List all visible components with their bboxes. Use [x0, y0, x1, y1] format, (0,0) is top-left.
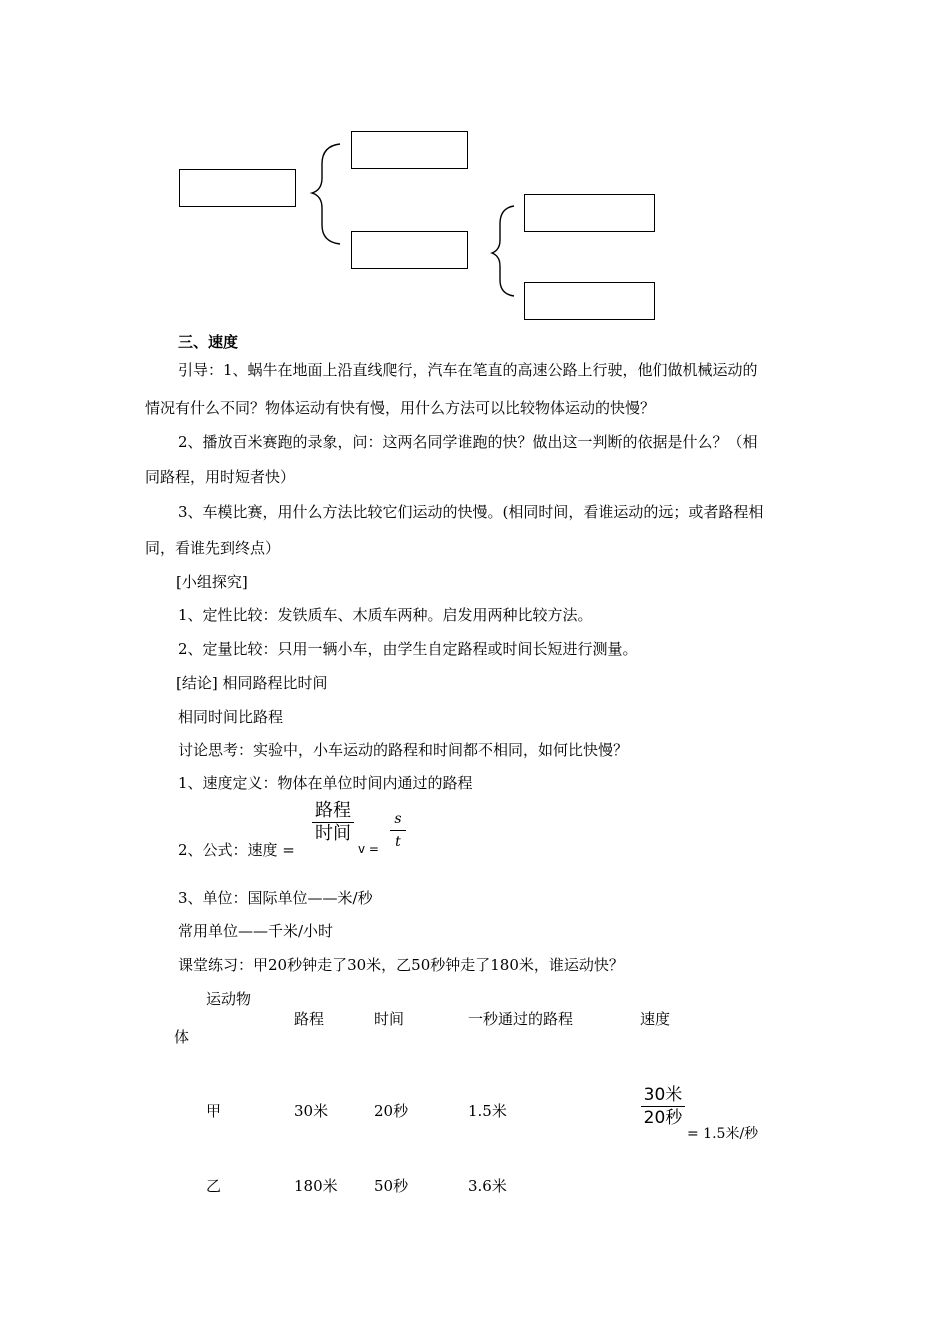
header-object-a: 运动物 — [206, 990, 252, 1008]
formula-symbol-fraction — [390, 809, 406, 852]
group-label: [小组探究] — [176, 573, 248, 591]
intro-3-line-b: 同，看谁先到终点） — [145, 539, 281, 557]
formula-word-fraction — [312, 801, 354, 844]
row-a-time: 20秒 — [374, 1102, 409, 1120]
formula-s: s — [394, 811, 402, 827]
formula-label: 2、公式：速度 = — [178, 841, 295, 859]
exercise-prompt: 课堂练习：甲20秒钟走了30米，乙50秒钟走了180米，谁运动快？ — [178, 956, 624, 974]
intro-3-line-a: 3、车模比赛，用什么方法比较它们运动的快慢。(相同时间，看谁运动的远；或者路程相 — [178, 503, 764, 521]
row-b-time: 50秒 — [374, 1177, 409, 1195]
brace-left — [312, 144, 340, 244]
discussion: 讨论思考：实验中，小车运动的路程和时间都不相同，如何比快慢？ — [178, 741, 629, 759]
header-speed: 速度 — [640, 1010, 671, 1028]
formula-t: t — [395, 834, 401, 850]
row-b-distance: 180米 — [294, 1177, 338, 1195]
unit-si: 3、单位：国际单位——米/秒 — [178, 889, 373, 907]
formula-numerator: 路程 — [315, 800, 351, 821]
formula-denominator: 时间 — [315, 823, 351, 844]
intro-1-line-b: 情况有什么不同？物体运动有快有慢，用什么方法可以比较物体运动的快慢？ — [145, 399, 656, 417]
brace-right — [492, 206, 514, 296]
fraction-bar — [390, 830, 406, 831]
row-a-object: 甲 — [206, 1102, 222, 1120]
speed-definition: 1、速度定义：物体在单位时间内通过的路程 — [178, 774, 473, 792]
unit-common: 常用单位——千米/小时 — [178, 922, 334, 940]
row-a-speed-den: 20秒 — [643, 1108, 683, 1128]
row-a-distance: 30米 — [294, 1102, 329, 1120]
formula-v: v = — [358, 842, 379, 856]
fraction-bar — [641, 1106, 685, 1107]
row-a-speed-num: 30米 — [643, 1085, 683, 1105]
conclusion-2: 相同时间比路程 — [178, 708, 284, 726]
intro-2-line-b: 同路程，用时短者快） — [145, 468, 296, 486]
intro-2-line-a: 2、播放百米赛跑的录象，问：这两名同学谁跑的快？做出这一判断的依据是什么？（相 — [178, 433, 758, 451]
conclusion-1: [结论] 相同路程比时间 — [176, 674, 328, 692]
row-a-per-second: 1.5米 — [468, 1102, 507, 1120]
row-b-per-second: 3.6米 — [468, 1177, 507, 1195]
header-per-second: 一秒通过的路程 — [468, 1010, 574, 1028]
header-time: 时间 — [374, 1010, 405, 1028]
row-b-object: 乙 — [206, 1177, 222, 1195]
group-item-2: 2、定量比较：只用一辆小车，由学生自定路程或时间长短进行测量。 — [178, 640, 638, 658]
intro-1-line-a: 引导：1、蜗牛在地面上沿直线爬行，汽车在笔直的高速公路上行驶，他们做机械运动的 — [178, 361, 758, 379]
group-item-1: 1、定性比较：发铁质车、木质车两种。启发用两种比较方法。 — [178, 606, 593, 624]
section-heading: 三、速度 — [178, 333, 239, 351]
header-object-b: 体 — [174, 1028, 190, 1046]
row-a-speed-result: = 1.5米/秒 — [687, 1126, 759, 1142]
row-a-speed-fraction — [641, 1085, 685, 1128]
header-distance: 路程 — [294, 1010, 325, 1028]
